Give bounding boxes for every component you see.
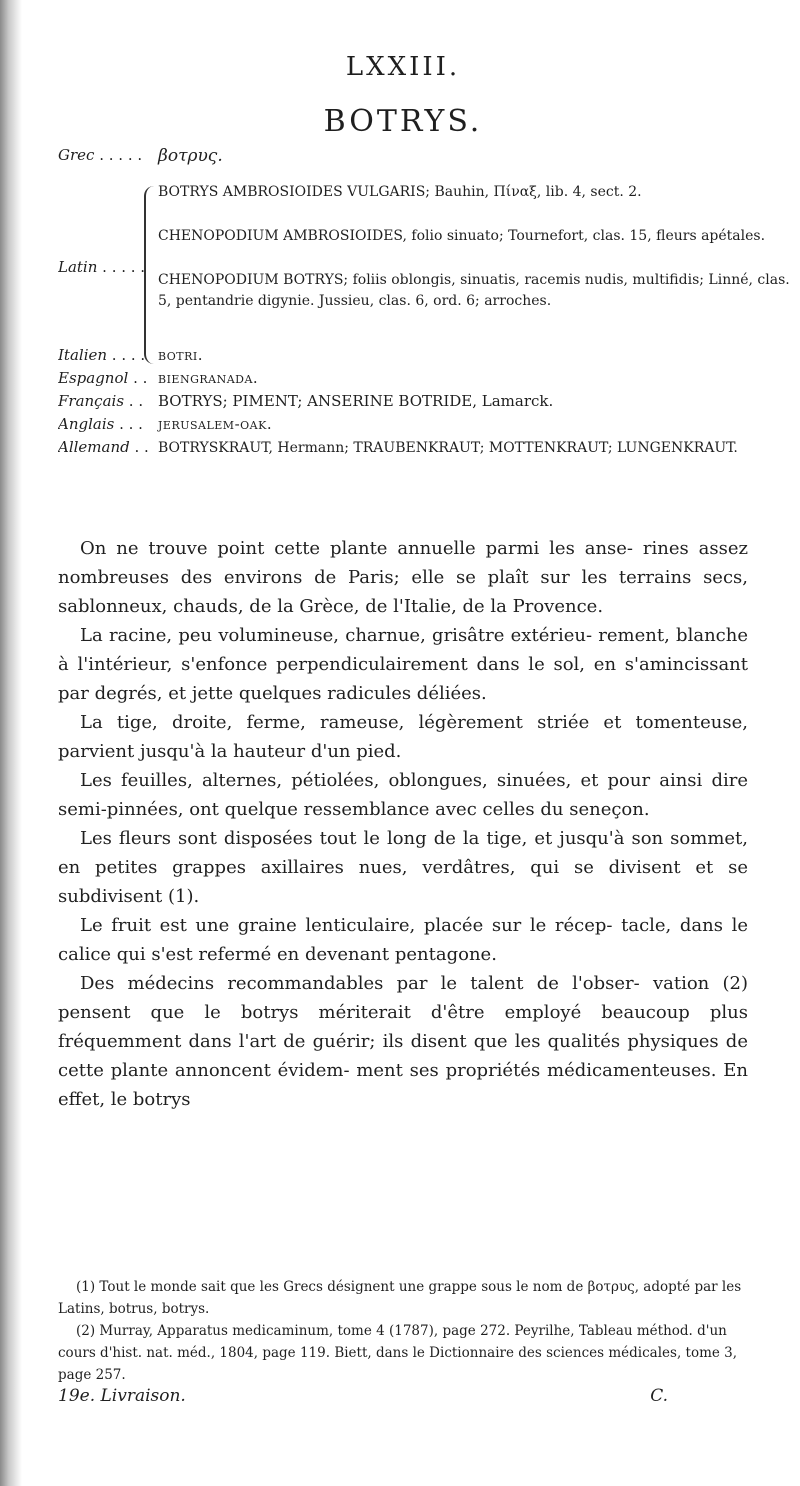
paragraph: Le fruit est une graine lenticulaire, placée sur le récep- tacle, dans le calice qui s'est refermé en devenant pentagone. bbox=[58, 915, 748, 965]
synonym-francais: BOTRYS; PIMENT; ANSERINE BOTRIDE, Lamarck. bbox=[158, 392, 554, 410]
signature-line bbox=[58, 1386, 748, 1406]
synonym-allemand: BOTRYSKRAUT, Hermann; TRAUBENKRAUT; MOTTENKRAUT; LUNGENKRAUT. bbox=[158, 440, 738, 456]
lang-label-allemand: Allemand . . . bbox=[58, 438, 148, 456]
lang-label-latin: Latin . . . bbox=[58, 258, 148, 276]
page bbox=[58, 0, 790, 1486]
paragraph: Les feuilles, alternes, pétiolées, oblongues, sinuées, et pour ainsi dire semi-pinnées, ont quelque ressemblance avec celles du seneçon. bbox=[58, 770, 748, 820]
footnote: (1) Tout le monde sait que les Grecs désignent une grappe sous le nom de βοτρυς, adopté par les Latins, botrus, botrys. bbox=[58, 1279, 742, 1317]
plant-title: BOTRYS. bbox=[323, 104, 483, 139]
synonym-anglais: jerusalem-oak. bbox=[158, 415, 273, 433]
synonym-latin-1: BOTRYS AMBROSIOIDES VULGARIS; Bauhin, Πίναξ, lib. 4, sect. 2. bbox=[158, 184, 642, 200]
footnotes bbox=[58, 1276, 748, 1386]
paragraph: Des médecins recommandables par le talent de l'obser- vation (2) pensent que le botrys mériterait d'être employé beaucoup plus fréquemment dans l'art de guérir; ils disent que les qualités physiques de cette plante annoncent évidem- ment ses propriétés médicamenteuses. En effet, le botrys bbox=[58, 973, 748, 1110]
folio-number: LXXIII. bbox=[345, 52, 461, 82]
body-text bbox=[58, 534, 748, 1114]
lang-label-espagnol: Espagnol . . . bbox=[58, 369, 148, 387]
lang-label-anglais: Anglais . . . bbox=[58, 415, 148, 433]
livraison: 19e. Livraison. bbox=[58, 1386, 186, 1406]
synonym-latin-3: CHENOPODIUM BOTRYS; foliis oblongis, sinuatis, racemis nudis, multifidis; Linné, clas. 5, pentandrie digynie. Jussieu, clas. 6, ord. 6; arroches. bbox=[158, 272, 790, 309]
lang-label-italien: Italien . . . bbox=[58, 346, 148, 364]
synonym-latin-2: CHENOPODIUM AMBROSIOIDES, folio sinuato; Tournefort, clas. 15, fleurs apétales. bbox=[158, 228, 766, 244]
signature-mark: C. bbox=[650, 1386, 668, 1406]
paragraph: On ne trouve point cette plante annuelle parmi les anse- rines assez nombreuses des environs de Paris; elle se plaît sur les terrains secs, sablonneux, chauds, de la Grèce, de l'Italie, de la Provence. bbox=[58, 538, 748, 617]
page-edge-shadow bbox=[0, 0, 22, 1486]
synonym-espagnol: biengranada. bbox=[158, 369, 259, 387]
paragraph: Les fleurs sont disposées tout le long de la tige, et jusqu'à son sommet, en petites grappes axillaires nues, verdâtres, qui se divisent et se subdivisent (1). bbox=[58, 828, 748, 907]
footnote: (2) Murray, Apparatus medicaminum, tome 4 (1787), page 272. Peyrilhe, Tableau méthod. d'un cours d'hist. nat. méd., 1804, page 119. Biett, dans le Dictionnaire des sciences médicales, tome 3, page 257. bbox=[58, 1323, 738, 1383]
lang-label-francais: Français . . . bbox=[58, 392, 148, 410]
paragraph: La racine, peu volumineuse, charnue, grisâtre extérieu- rement, blanche à l'intérieur, s'enfonce perpendiculairement dans le sol, en s'amincissant par degrés, et jette quelques radicules déliées. bbox=[58, 625, 748, 704]
synonym-grec: βοτρυς. bbox=[158, 146, 223, 166]
lang-label-grec: Grec . . . bbox=[58, 146, 148, 164]
paragraph: La tige, droite, ferme, rameuse, légèrement striée et tomenteuse, parvient jusqu'à la hauteur d'un pied. bbox=[58, 712, 748, 762]
synonym-italien: botri. bbox=[158, 346, 204, 364]
